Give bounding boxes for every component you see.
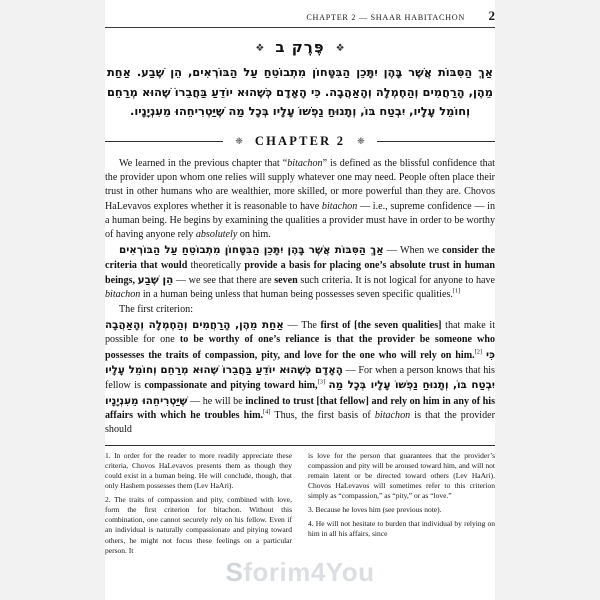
page-number: 2 [488, 8, 495, 23]
footnote-ref-3[interactable]: [3] [317, 378, 326, 386]
running-head-title: CHAPTER 2 — SHAAR HABITACHON [306, 13, 465, 22]
footnote-divider [105, 445, 495, 446]
hebrew-lemma: אַחַת מֵהֶן, הָרַחֲמִים וְהַחֶמְלָה וְהָאַהֲבָה [105, 318, 284, 331]
paragraph-seven-criteria [105, 243, 495, 302]
text-run: is that the provider should [105, 409, 495, 436]
ornament-right-small-icon: ❈ [357, 135, 365, 146]
paragraph-first-criterion [105, 318, 495, 438]
text-run: We learned in the previous chapter that “ [119, 157, 288, 169]
term-bitachon: bitachon [105, 289, 141, 301]
text-run-bold: consider the criteria that would [105, 245, 495, 271]
term-bitachon: bitachon [287, 157, 323, 169]
text-run: Thus, the first basis of [270, 409, 375, 421]
text-run: ” is defined as the blissful confidence that the provider upon whom one relies will supply whatever one may need. People often place their trust in other humans who are wealthier, more skilled, or more powerful than they are. Chovos HaLevavos explores whether it is reasonable to have [105, 157, 495, 212]
footnote-item: 4. He will not hesitate to burden that individual by relying on him in all his affairs, since [308, 518, 495, 538]
paragraph-first-criterion-lead [105, 303, 495, 317]
emphasis-absolutely: absolutely [195, 229, 238, 241]
footnote-ref-1[interactable]: [1] [452, 287, 461, 295]
page-content [105, 0, 495, 600]
text-run: that make it possible for one [105, 319, 495, 346]
text-run: — The [283, 319, 321, 331]
text-run-bold: provide a basis for placing one’s absolute trust in human beings, [105, 259, 495, 286]
footnotes-section [105, 451, 495, 556]
term-bitachon: bitachon [321, 200, 358, 212]
text-run: — we see that there are [173, 274, 275, 286]
divider-line-left [105, 141, 223, 142]
text-run-bold: compassionate and pitying toward him, [144, 380, 318, 392]
text-run-bold: seven [274, 274, 298, 286]
text-run-bold: inclined to trust [that fellow] and rely on him in any of his affairs with which he troubles him. [105, 395, 495, 421]
page-margin-right [495, 0, 600, 600]
hebrew-lemma: אַךְ הַסִּבּוֹת אֲשֶׁר בָּהֶן יִתָּכֵן הַבִּטָּחוֹן מִתְבוֹטֵחַ עַל הַבּוֹרְאִים [119, 244, 384, 257]
footnote-item: 3. Because he loves him (see previous note). [308, 505, 442, 514]
chapter-divider [105, 134, 495, 149]
watermark-accent: S [225, 557, 244, 587]
footnote-ref-2[interactable]: [2] [474, 348, 483, 356]
divider-line-right [377, 141, 495, 142]
term-bitachon: bitachon [374, 409, 411, 421]
ornament-right-icon: ❖ [335, 42, 345, 54]
text-run: The first criterion: [119, 304, 193, 316]
footnote-item: 2. The traits of compassion and pity, combined with love, form the first criterion for bitachon. Without this combination, one cannot securely rely on his fellow. Even if an individual is naturally compassionate and pitying toward others, he might not focus these feelings on a particular person. It [105, 494, 292, 555]
main-commentary [105, 157, 495, 438]
footnote-item: 1. In order for the reader to more readily appreciate these criteria, Chovos HaLevavos presents them as though they could exist in a human being. He will conclude, though, that only Hashem possesses them (Lev HaAri). [105, 450, 292, 491]
footnote-item: is love for the person that guarantees that the provider’s compassion and pity will be aroused toward him, and will not remain latent or be directed toward others (Lev HaAri). Chovos HaLevavos will sometimes refer to this criterion simply as “compassion,” as “pity,” or as “love.” [308, 450, 495, 501]
hebrew-lemma: כִּי הָאָדָם כְּשֶׁהוּא יוֹדֵעַ בַּחֲבֵרוֹ שֶׁהוּא מְרַחֵם וְחוֹמֵל עָלָיו [105, 348, 495, 376]
text-run: on him. [237, 229, 271, 241]
text-run: — When we [383, 245, 443, 257]
text-run: — i.e., supreme confidence — in a human being. He begins by examining the qualities a provider must have in order to be worthy of having anyone rely [105, 200, 495, 241]
chapter-label: CHAPTER 2 [254, 133, 346, 148]
hebrew-source-text: אַךְ הַסִּבּוֹת אֲשֶׁר בָּהֶן יִתָּכֵן הַבִּטָּחוֹן מִתְבוֹטֵחַ עַל הַבּוֹרְאִים, הֵן שֶׁבַע. אַחַת מֵהֶן, הָרַחֲמִים וְהַחֶמְלָה וְהָאַהֲבָה. כִּי הָאָדָם כְּשֶׁהוּא יוֹדֵעַ בַּחֲבֵרוֹ שֶׁהוּא מְרַחֵם וְחוֹמֵל עָלָיו, יִבְטַח בּוֹ, וְתָנוּחַ נַפְשׁוֹ עָלָיו בְּכָל מַה שֶּׁיַּטְרִיחֵהוּ מֵעִנְיָנָיו. [107, 65, 493, 119]
ornament-left-small-icon: ❈ [235, 135, 243, 146]
text-run: such criteria. It is not logical for anyone to have [297, 274, 495, 286]
hebrew-lemma: יִבְטַח בּוֹ, וְתָנוּחַ נַפְשׁוֹ עָלָיו בְּכָל מַה שֶּׁיַּטְרִיחֵהוּ מֵעִנְיָנָיו [105, 379, 495, 407]
paragraph-intro [105, 157, 495, 243]
text-run: theoretically [187, 259, 245, 271]
page-margin-left [0, 0, 105, 600]
hebrew-chapter-title: פֶּרֶק ב [275, 38, 325, 56]
footnote-ref-4[interactable]: [4] [263, 408, 271, 416]
ornament-left-icon: ❖ [255, 42, 265, 54]
watermark-text: forim4You [243, 557, 375, 587]
running-head [105, 0, 495, 28]
text-run: in a human being unless that human being possesses seven specific qualities. [140, 289, 453, 301]
text-run: — he will be [187, 395, 246, 407]
hebrew-lemma: הֵן שֶׁבַע [137, 273, 174, 286]
hebrew-chapter-heading [105, 38, 495, 57]
text-run-bold: first of [the seven qualities] [320, 319, 442, 331]
text-run: — For when a person knows that his fellow is [105, 364, 495, 392]
text-run-bold: to be worthy of one’s reliance is that the provider be someone who possesses the traits of compassion, pity, and love for the one who will rely on him. [105, 334, 496, 361]
